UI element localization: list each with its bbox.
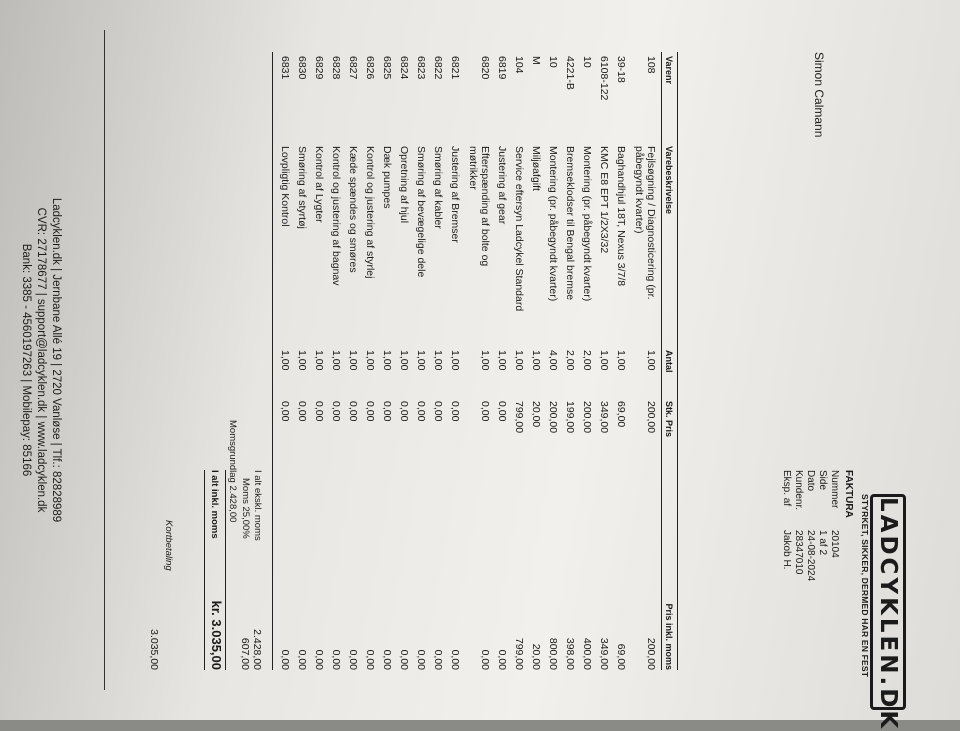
invoice-field-value: Jakob H.	[781, 530, 792, 570]
item-total: 0,00	[398, 649, 410, 670]
item-no: 104	[513, 56, 525, 74]
customer-name: Simon Calmann	[812, 52, 826, 138]
item-description: Smøring af bevægelige dele	[415, 146, 427, 278]
footer-rule	[104, 30, 105, 690]
item-description: Montering (pr. påbegyndt kvarter)	[547, 146, 559, 302]
item-description: Bremseklodser til Bengal bremse	[564, 146, 576, 301]
table-bottom-rule	[272, 52, 273, 670]
item-unit-price: 0,00	[364, 401, 376, 422]
item-description: Opretning af hjul	[398, 146, 410, 224]
item-no: 6825	[381, 56, 393, 80]
item-total: 0,00	[479, 649, 491, 670]
item-qty: 1,00	[330, 350, 342, 371]
invoice-field	[781, 470, 792, 569]
item-unit-price: 0,00	[330, 401, 342, 422]
item-no: 6820	[479, 56, 491, 80]
invoice-title: FAKTURA	[843, 470, 854, 518]
item-unit-price: 0,00	[296, 401, 308, 422]
header-description: Varebeskrivelse	[664, 146, 674, 215]
subtotal-label: I alt ekskl. moms	[252, 470, 263, 541]
item-qty: 1,00	[449, 350, 461, 371]
item-total: 0,00	[381, 649, 393, 670]
item-description: Kontrol og justering af styrlej	[364, 146, 376, 279]
payment-value: 3.035,00	[148, 629, 160, 670]
item-unit-price: 199,00	[564, 401, 576, 434]
item-total: 0,00	[415, 649, 427, 670]
item-qty: 1,00	[313, 350, 325, 371]
item-unit-price: 0,00	[381, 401, 393, 422]
invoice-field	[793, 470, 804, 575]
item-no: 6821	[449, 56, 461, 80]
footer-line-2: CVR: 27178677 | support@ladcyklen.dk | www.ladcyklen.dk	[35, 207, 47, 513]
vat-basis: Momsgrundlag 2.428,00	[227, 420, 238, 523]
item-total: 0,00	[364, 649, 376, 670]
item-total: 0,00	[496, 649, 508, 670]
item-description: Lovpligtig Kontrol	[279, 146, 291, 227]
item-total: 400,00	[581, 637, 593, 670]
item-description: Efterspænding af bolte og	[479, 146, 491, 267]
item-unit-price: 0,00	[496, 401, 508, 422]
item-unit-price: 0,00	[347, 401, 359, 422]
header-item-no: Varenr	[664, 56, 674, 85]
item-total: 0,00	[347, 649, 359, 670]
item-unit-price: 69,00	[615, 401, 627, 428]
item-unit-price: 200,00	[645, 401, 657, 434]
item-qty: 1,00	[479, 350, 491, 371]
item-no: 6819	[496, 56, 508, 80]
item-qty: 1,00	[296, 350, 308, 371]
item-no: 6828	[330, 56, 342, 80]
invoice-field-label: Side	[817, 470, 828, 491]
item-total: 349,00	[598, 637, 610, 670]
footer-line-3: Bank: 3385 - 4560197263 | Mobilepay: 85166	[20, 243, 32, 477]
item-qty: 4,00	[547, 350, 559, 371]
item-no: 6822	[432, 56, 444, 80]
item-description: Fejlsøgning / Diagnosticering (pr.	[645, 146, 657, 300]
company-logo: LADCYKLEN.DK	[870, 494, 906, 710]
item-qty: 2,00	[564, 350, 576, 371]
item-description: KMC E8 EPT 1/2X3/32	[598, 146, 610, 254]
vat-value: 607,00	[239, 637, 251, 670]
item-no: 6824	[398, 56, 410, 80]
invoice-field-value: 28347010	[793, 530, 804, 575]
item-unit-price: 20,00	[530, 401, 542, 428]
item-description: Baghandhjul 18T, Nexus 3/7/8	[615, 146, 627, 287]
item-no: 6827	[347, 56, 359, 80]
item-description: Smøring af kabler	[432, 146, 444, 229]
invoice-field-value: 1 af 2	[817, 530, 828, 556]
item-unit-price: 0,00	[432, 401, 444, 422]
item-no: 6108-122	[598, 56, 610, 101]
invoice-field	[829, 470, 840, 558]
item-description: Justering af Bremser	[449, 146, 461, 243]
item-unit-price: 0,00	[479, 401, 491, 422]
header-qty: Antal	[664, 350, 674, 373]
item-no: 39-18	[615, 56, 627, 83]
subtotal-value: 2.428,00	[251, 629, 263, 670]
header-unit-price: Stk. Pris	[664, 401, 674, 438]
item-total: 69,00	[615, 643, 627, 670]
item-total: 398,00	[564, 637, 576, 670]
total-incl-value: kr. 3.035,00	[209, 600, 224, 670]
item-no: 10	[581, 56, 593, 68]
invoice-field-label: Kundenr.	[793, 470, 804, 511]
item-no: 10	[547, 56, 559, 68]
item-unit-price: 0,00	[449, 401, 461, 422]
item-total: 200,00	[645, 637, 657, 670]
item-total: 0,00	[296, 649, 308, 670]
item-qty: 1,00	[347, 350, 359, 371]
item-no: 6831	[279, 56, 291, 80]
invoice-field	[805, 470, 816, 581]
item-unit-price: 200,00	[581, 401, 593, 434]
item-unit-price: 799,00	[513, 401, 525, 434]
invoice-field	[817, 470, 828, 555]
item-total: 799,00	[513, 637, 525, 670]
item-total: 800,00	[547, 637, 559, 670]
invoice-field-value: 24-08-2024	[805, 530, 816, 582]
item-no: 6823	[415, 56, 427, 80]
item-qty: 1,00	[279, 350, 291, 371]
table-header-rule	[661, 52, 662, 670]
item-total: 0,00	[330, 649, 342, 670]
item-unit-price: 349,00	[598, 401, 610, 434]
total-incl-label: I alt inkl. moms	[209, 470, 220, 539]
payment-method: Kortbetaling	[163, 520, 174, 571]
item-total: 0,00	[449, 649, 461, 670]
company-tagline: STYRKET, SIKKER, DERMED HAR EN FEST	[860, 494, 870, 678]
item-qty: 1,00	[381, 350, 393, 371]
item-description: Justering af gear	[496, 146, 508, 225]
invoice-field-label: Dato	[805, 470, 816, 492]
invoice-field-label: Nummer	[829, 470, 840, 509]
item-qty: 2,00	[581, 350, 593, 371]
vat-label: Moms 25,00%	[240, 478, 251, 539]
item-unit-price: 0,00	[313, 401, 325, 422]
item-no: 4221-B	[564, 56, 576, 90]
item-description: Smøring af styrtøj	[296, 146, 308, 229]
item-qty: 1,00	[530, 350, 542, 371]
invoice-field-value: 20104	[829, 530, 840, 558]
item-no: 108	[645, 56, 657, 74]
footer-line-1: Ladcyklen.dk | Jernbane Allé 19 | 2720 Vanløse | Tlf.: 82828989	[50, 197, 62, 523]
item-no: 6830	[296, 56, 308, 80]
item-total: 0,00	[313, 649, 325, 670]
item-no: 6829	[313, 56, 325, 80]
item-qty: 1,00	[645, 350, 657, 371]
item-description: Montering (pr. påbegyndt kvarter)	[581, 146, 593, 302]
header-total: Pris inkl. moms	[664, 603, 674, 670]
item-qty: 1,00	[364, 350, 376, 371]
item-qty: 1,00	[432, 350, 444, 371]
item-unit-price: 0,00	[279, 401, 291, 422]
item-total: 0,00	[432, 649, 444, 670]
item-qty: 1,00	[415, 350, 427, 371]
table-top-rule	[677, 52, 678, 670]
item-qty: 1,00	[598, 350, 610, 371]
item-qty: 1,00	[513, 350, 525, 371]
item-no: M	[530, 56, 542, 65]
item-no: 6826	[364, 56, 376, 80]
totals-rule	[225, 470, 226, 670]
item-total: 20,00	[530, 643, 542, 670]
item-description-continued: møtrikker	[467, 146, 479, 190]
item-unit-price: 200,00	[547, 401, 559, 434]
item-description-continued: påbegyndt kvarter)	[633, 146, 645, 234]
item-description: Kontrol af Lygter	[313, 146, 325, 223]
item-qty: 1,00	[496, 350, 508, 371]
invoice-field-label: Eksp. af	[781, 470, 792, 507]
item-description: Miljøafgift	[530, 146, 542, 191]
item-total: 0,00	[279, 649, 291, 670]
item-description: Kontrol og justering af bagnav	[330, 146, 342, 286]
item-description: Dæk pumpes	[381, 146, 393, 209]
item-qty: 1,00	[398, 350, 410, 371]
item-description: Kæde spændes og smøres	[347, 146, 359, 273]
item-description: Service eftersyn Ladcykel Standard	[513, 146, 525, 312]
item-unit-price: 0,00	[398, 401, 410, 422]
totals-rule-2	[204, 470, 205, 670]
item-qty: 1,00	[615, 350, 627, 371]
item-unit-price: 0,00	[415, 401, 427, 422]
